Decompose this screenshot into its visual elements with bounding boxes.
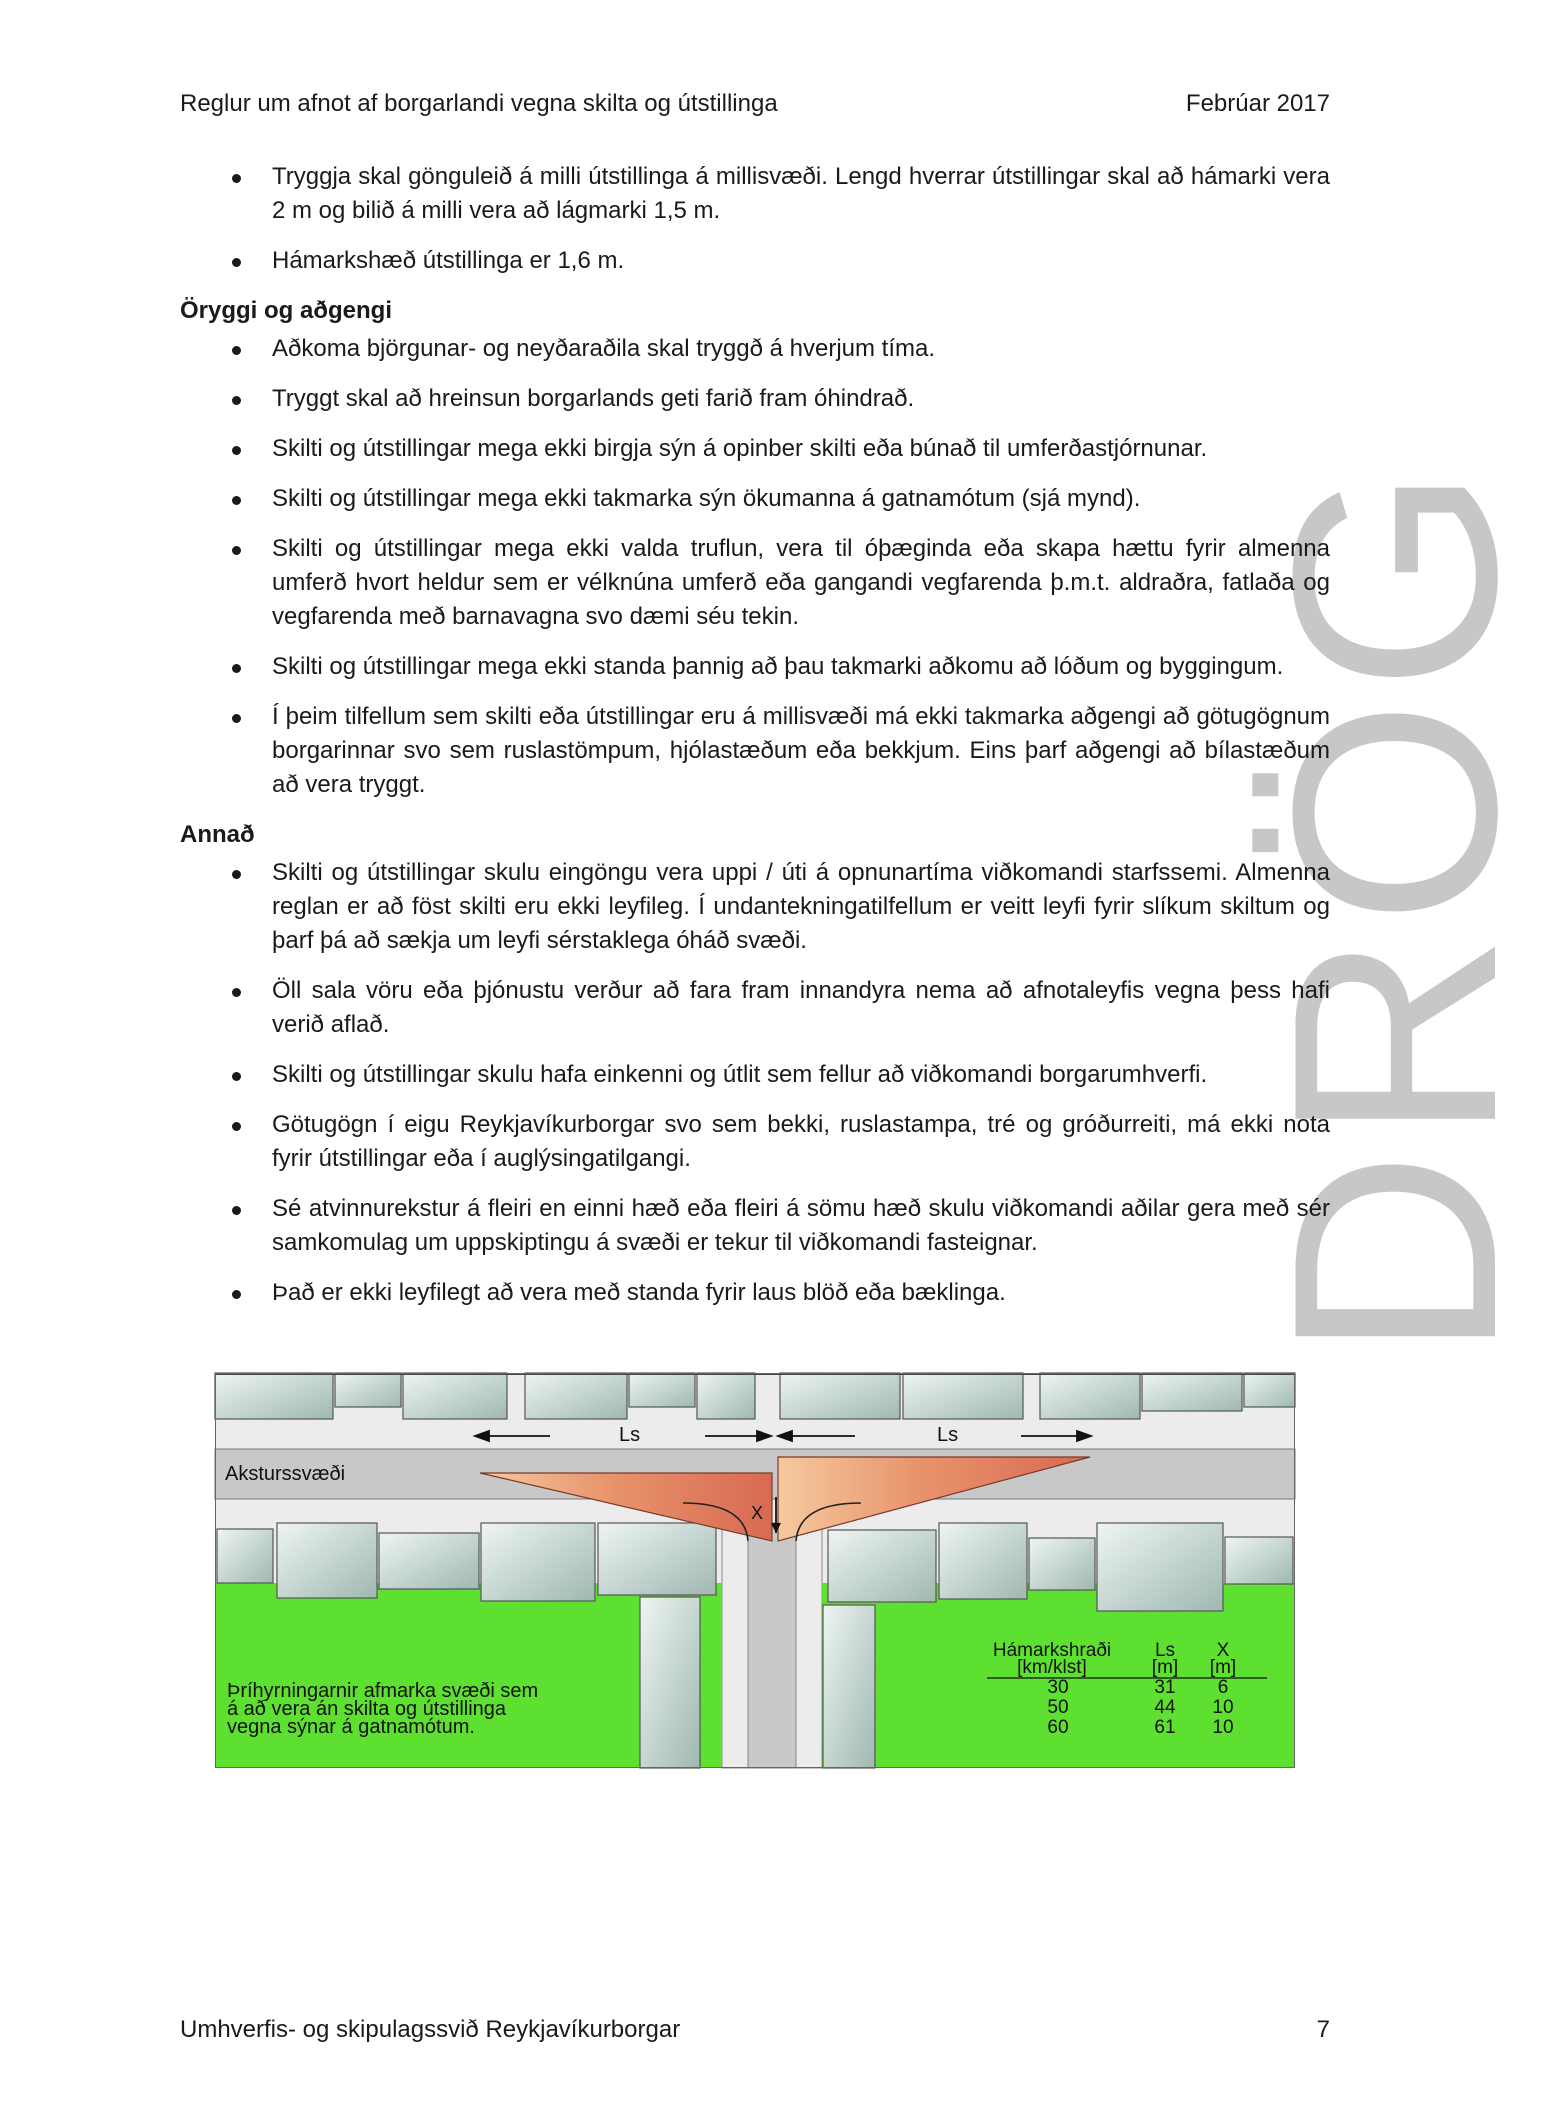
caption-line: á að vera án skilta og útstillinga: [227, 1698, 507, 1720]
list-item: Skilti og útstillingar mega ekki standa þannig að þau takmarki aðkomu að lóðum og byggingum.: [180, 650, 1330, 684]
building: [217, 1529, 273, 1583]
list-item: Tryggja skal gönguleið á milli útstillinga á millisvæði. Lengd hverrar útstillingar skal að hámarki vera 2 m og bilið á milli vera að lágmarki 1,5 m.: [180, 160, 1330, 228]
list-item: Götugögn í eigu Reykjavíkurborgar svo sem bekki, ruslastampa, tré og gróðurreiti, má ekki nota fyrir útstillingar eða í auglýsingatilgangi.: [180, 1108, 1330, 1176]
list-item: Það er ekki leyfilegt að vera með standa fyrir laus blöð eða bæklinga.: [180, 1276, 1330, 1310]
list-item: Í þeim tilfellum sem skilti eða útstillingar eru á millisvæði má ekki takmarka aðgengi að götugögnum borgarinnar svo sem ruslastömpum, hjólastæðum eða bekkjum. Eins þarf aðgengi að bílastæðum að vera tryggt.: [180, 700, 1330, 802]
list-item: Hámarkshæð útstillinga er 1,6 m.: [180, 244, 1330, 278]
page-footer: [180, 2016, 1330, 2044]
list-item: Skilti og útstillingar mega ekki valda truflun, vera til óþæginda eða skapa hættu fyrir almenna umferð hvort heldur sem er vélknúna umferð eða gangandi vegfarenda þ.m.t. aldraðra, fatlaða og vegfarenda með barnavagna svo dæmi séu tekin.: [180, 532, 1330, 634]
document-title: Reglur um afnot af borgarlandi vegna skilta og útstillinga: [180, 90, 778, 117]
table-unit-x: [m]: [1209, 1657, 1237, 1678]
building: [939, 1523, 1027, 1599]
caption-line: vegna sýnar á gatnamótum.: [227, 1716, 475, 1738]
building: [403, 1373, 507, 1419]
ls-left-label: Ls: [619, 1424, 641, 1446]
table-cell: 10: [1212, 1717, 1234, 1738]
list-item: Skilti og útstillingar mega ekki birgja sýn á opinber skilti eða búnað til umferðastjórnunar.: [180, 432, 1330, 466]
table-cell: 6: [1217, 1677, 1229, 1698]
building: [697, 1373, 755, 1419]
building: [780, 1373, 900, 1419]
building: [1225, 1537, 1293, 1584]
caption-line: Þríhyrningarnir afmarka svæði sem: [227, 1680, 539, 1702]
list-item: Skilti og útstillingar skulu eingöngu vera uppi / úti á opnunartíma viðkomandi starfssemi. Almenna reglan er að föst skilti eru ekki leyfileg. Í undantekningatilfellum er veitt leyfi fyrir slíkum skiltum og þarf þá að sækja um leyfi sérstaklega óháð svæði.: [180, 856, 1330, 958]
table-cell: 30: [1047, 1677, 1069, 1698]
bullet-list-intro: [180, 160, 1330, 278]
section-heading-safety: Öryggi og aðgengi: [180, 297, 393, 324]
table-unit-ls: [m]: [1151, 1657, 1179, 1678]
building: [335, 1373, 401, 1407]
intersection-sight-diagram: [215, 1373, 1295, 1768]
side-street-sidewalk-right: [796, 1523, 822, 1768]
building: [640, 1597, 700, 1768]
road-label: Aksturssvæði: [225, 1463, 346, 1485]
page-content: [180, 160, 1330, 1326]
footer-organization: Umhverfis- og skipulagssvið Reykjavíkurborgar: [180, 2016, 681, 2043]
list-item: Skilti og útstillingar mega ekki takmarka sýn ökumanna á gatnamótum (sjá mynd).: [180, 482, 1330, 516]
page-header: [180, 90, 1330, 118]
building: [1244, 1373, 1295, 1407]
bullet-list-safety: [180, 332, 1330, 802]
building: [1097, 1523, 1223, 1611]
table-header-speed: Hámarkshraði: [992, 1640, 1112, 1661]
building: [1040, 1373, 1140, 1419]
table-cell: 44: [1154, 1697, 1176, 1718]
side-street: [748, 1523, 796, 1768]
building: [1029, 1538, 1095, 1590]
table-cell: 50: [1047, 1697, 1069, 1718]
building: [629, 1373, 695, 1407]
bullet-list-other: [180, 856, 1330, 1310]
side-street-sidewalk-left: [722, 1523, 748, 1768]
table-header-x: X: [1216, 1640, 1230, 1661]
table-cell: 61: [1154, 1717, 1176, 1738]
list-item: Sé atvinnurekstur á fleiri en einni hæð eða fleiri á sömu hæð skulu viðkomandi aðilar gera með sér samkomulag um uppskiptingu á svæði er tekur til viðkomandi fasteignar.: [180, 1192, 1330, 1260]
section-heading-other: Annað: [180, 821, 255, 848]
x-distance-label: X: [751, 1503, 764, 1523]
page-number: 7: [1316, 2016, 1330, 2043]
building: [379, 1533, 479, 1589]
ls-right-label: Ls: [937, 1424, 959, 1446]
list-item: Öll sala vöru eða þjónustu verður að fara fram innandyra nema að afnotaleyfis vegna þess hafi verið aflað.: [180, 974, 1330, 1042]
table-header-ls: Ls: [1154, 1640, 1176, 1661]
table-cell: 60: [1047, 1717, 1069, 1738]
draft-watermark: DRÖG: [1233, 458, 1557, 1360]
document-date: Febrúar 2017: [1185, 90, 1330, 117]
building: [828, 1530, 936, 1602]
table-unit-speed: [km/klst]: [1017, 1657, 1087, 1678]
table-cell: 10: [1212, 1697, 1234, 1718]
table-cell: 31: [1154, 1677, 1176, 1698]
building: [1142, 1373, 1242, 1411]
list-item: Skilti og útstillingar skulu hafa einkenni og útlit sem fellur að viðkomandi borgarumhverfi.: [180, 1058, 1330, 1092]
building: [903, 1373, 1023, 1419]
building: [481, 1523, 595, 1601]
building: [215, 1373, 333, 1419]
building: [277, 1523, 377, 1598]
building: [823, 1605, 875, 1768]
building: [525, 1373, 627, 1419]
list-item: Aðkoma björgunar- og neyðaraðila skal tryggð á hverjum tíma.: [180, 332, 1330, 366]
building: [598, 1523, 716, 1595]
list-item: Tryggt skal að hreinsun borgarlands geti farið fram óhindrað.: [180, 382, 1330, 416]
